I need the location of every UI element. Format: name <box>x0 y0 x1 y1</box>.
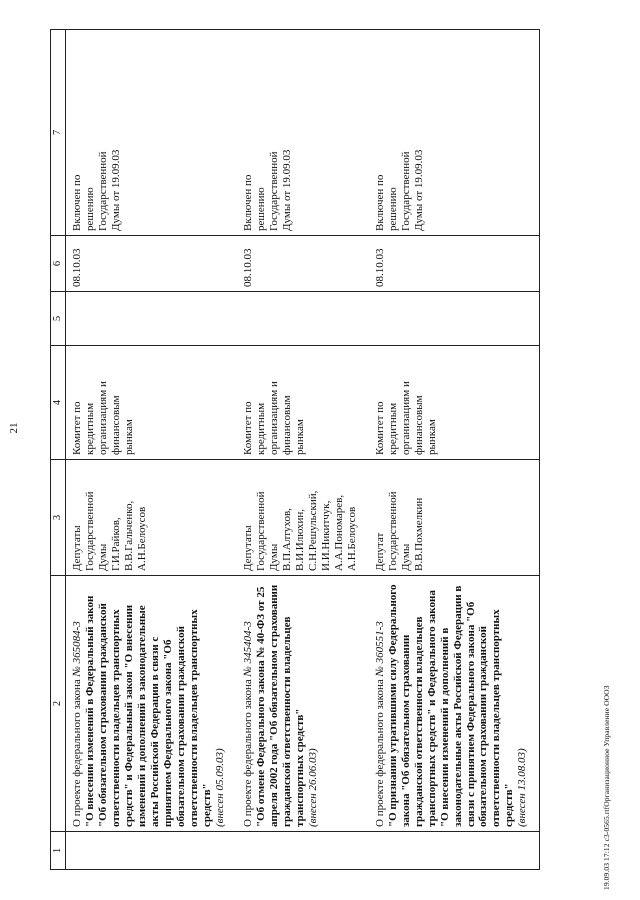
column-header: 6 <box>51 236 66 292</box>
committee-line: рынкам <box>293 419 306 455</box>
introduced-date: (внесен 05.09.03) <box>214 748 227 827</box>
empty-cell <box>66 292 237 346</box>
decision-line: Включен по <box>373 174 386 231</box>
author-line: Думы <box>97 543 110 571</box>
row-number-cell <box>66 832 237 870</box>
decision-line: Думы от 19.09.03 <box>280 149 293 231</box>
committee-line: организациям и <box>399 381 412 455</box>
decision-line: Государственной <box>267 151 280 231</box>
author-line: В.В.Гальченко, <box>123 500 136 571</box>
bill-name: "О внесении изменений в Федеральный закон "Об обязательном страховании гражданской ответственности владельцев транспортных средств" и Федеральный закон "О внесении изменений и дополнений в законодательные акты Российской Федерации в связи с принятием Федерального закона "Об обязательном страховании гражданской ответственности владельцев транспортных средств" <box>84 595 214 827</box>
committee-line: финансовым <box>412 395 425 455</box>
authors-cell <box>369 460 540 576</box>
table-row <box>369 30 540 870</box>
author-line: Депутат <box>373 532 386 571</box>
table-row <box>237 30 369 870</box>
author-line: В.П.Алтухов, <box>280 508 293 571</box>
table-row <box>66 30 237 870</box>
column-header: 5 <box>51 292 66 346</box>
author-line: А.А.Пономарев, <box>332 494 345 571</box>
decision-cell <box>369 30 540 236</box>
author-line: Депутаты <box>242 525 254 571</box>
author-line: С.Н.Решульский, <box>306 490 319 571</box>
bill-cell <box>66 576 237 832</box>
bill-title-line <box>374 580 387 827</box>
bill-title-line <box>71 580 84 827</box>
decision-line: Государственной <box>97 151 110 231</box>
decision-line: решению <box>386 187 399 231</box>
author-line: В.И.Илюхин, <box>293 508 306 571</box>
bill-number: № 345404-3 <box>242 621 254 677</box>
author-line: Государственной <box>386 491 399 571</box>
bill-number: № 360551-3 <box>373 621 386 677</box>
author-line: Думы <box>267 543 280 571</box>
decision-cell <box>237 30 369 236</box>
decision-line: Включен по <box>71 174 84 231</box>
decision-line: Включен по <box>242 174 254 231</box>
committee-cell <box>66 346 237 460</box>
bill-prefix: О проекте федерального закона <box>242 676 254 827</box>
author-line: Г.И.Райков, <box>110 517 123 571</box>
empty-cell <box>237 292 369 346</box>
date-cell: 08.10.03 <box>369 236 540 292</box>
author-line: И.И.Никитчук, <box>319 500 332 571</box>
committee-line: финансовым <box>110 395 123 455</box>
committee-line: кредитным <box>254 402 267 455</box>
row-number-cell <box>237 832 369 870</box>
committee-cell <box>369 346 540 460</box>
document-sheet <box>50 30 590 870</box>
introduced-date: (внесен 26.06.03) <box>306 748 319 827</box>
bill-prefix: О проекте федерального закона <box>373 676 386 827</box>
column-header: 4 <box>51 346 66 460</box>
bill-name: "О признании утратившими силу Федерального закона "Об обязательном страховании гражданской ответственности владельцев транспортных средств" и Федерального закона "О внесении изменений и дополнений в законодательные акты Российской Федерации в связи с принятием Федерального закона "Об обязательном страховании гражданской ответственности владельцев транспортных средств" <box>386 584 516 827</box>
committee-line: Комитет по <box>71 401 84 455</box>
bill-cell <box>237 576 369 832</box>
committee-line: Комитет по <box>373 401 386 455</box>
bill-number: № 365084-3 <box>71 621 84 677</box>
author-line: А.Н.Белоусов <box>136 506 149 571</box>
date-cell: 08.10.03 <box>66 236 237 292</box>
column-header: 2 <box>51 576 66 832</box>
committee-line: организациям и <box>267 381 280 455</box>
bills-table <box>50 29 540 870</box>
column-header: 3 <box>51 460 66 576</box>
bill-title-line <box>242 580 255 827</box>
author-line: А.Н.Белоусов <box>345 506 358 571</box>
introduced-date: (внесен 13.08.03) <box>516 748 529 827</box>
authors-cell <box>237 460 369 576</box>
authors-cell <box>66 460 237 576</box>
author-line: Думы <box>399 543 412 571</box>
committee-line: рынкам <box>123 419 136 455</box>
committee-line: кредитным <box>386 402 399 455</box>
footer-note: 19.09.03 17:12 c3-0565.rtfОрганизационное Управление ООО3 <box>602 685 611 890</box>
date-cell: 08.10.03 <box>237 236 369 292</box>
decision-line: Думы от 19.09.03 <box>110 149 123 231</box>
author-line: Государственной <box>254 491 267 571</box>
column-number-row <box>51 30 66 870</box>
column-header: 7 <box>51 30 66 236</box>
author-line: Депутаты <box>71 525 84 571</box>
bill-name: "Об отмене Федерального закона № 40-ФЗ от 25 апреля 2002 года "Об обязательном страховании гражданской ответственности владельцев транспортных средств" <box>254 584 306 827</box>
bill-cell <box>369 576 540 832</box>
committee-cell <box>237 346 369 460</box>
decision-line: Государственной <box>399 151 412 231</box>
committee-line: финансовым <box>280 395 293 455</box>
empty-cell <box>369 292 540 346</box>
committee-line: рынкам <box>425 419 438 455</box>
decision-line: решению <box>254 187 267 231</box>
decision-line: Думы от 19.09.03 <box>412 149 425 231</box>
bill-prefix: О проекте федерального закона <box>71 676 84 827</box>
row-number-cell <box>369 832 540 870</box>
committee-line: Комитет по <box>242 401 254 455</box>
author-line: Государственной <box>84 491 97 571</box>
column-header: 1 <box>51 832 66 870</box>
committee-line: организациям и <box>97 381 110 455</box>
decision-line: решению <box>84 187 97 231</box>
committee-line: кредитным <box>84 402 97 455</box>
page-number: 21 <box>8 422 20 434</box>
author-line: В.В.Похмелкин <box>412 497 425 571</box>
decision-cell <box>66 30 237 236</box>
